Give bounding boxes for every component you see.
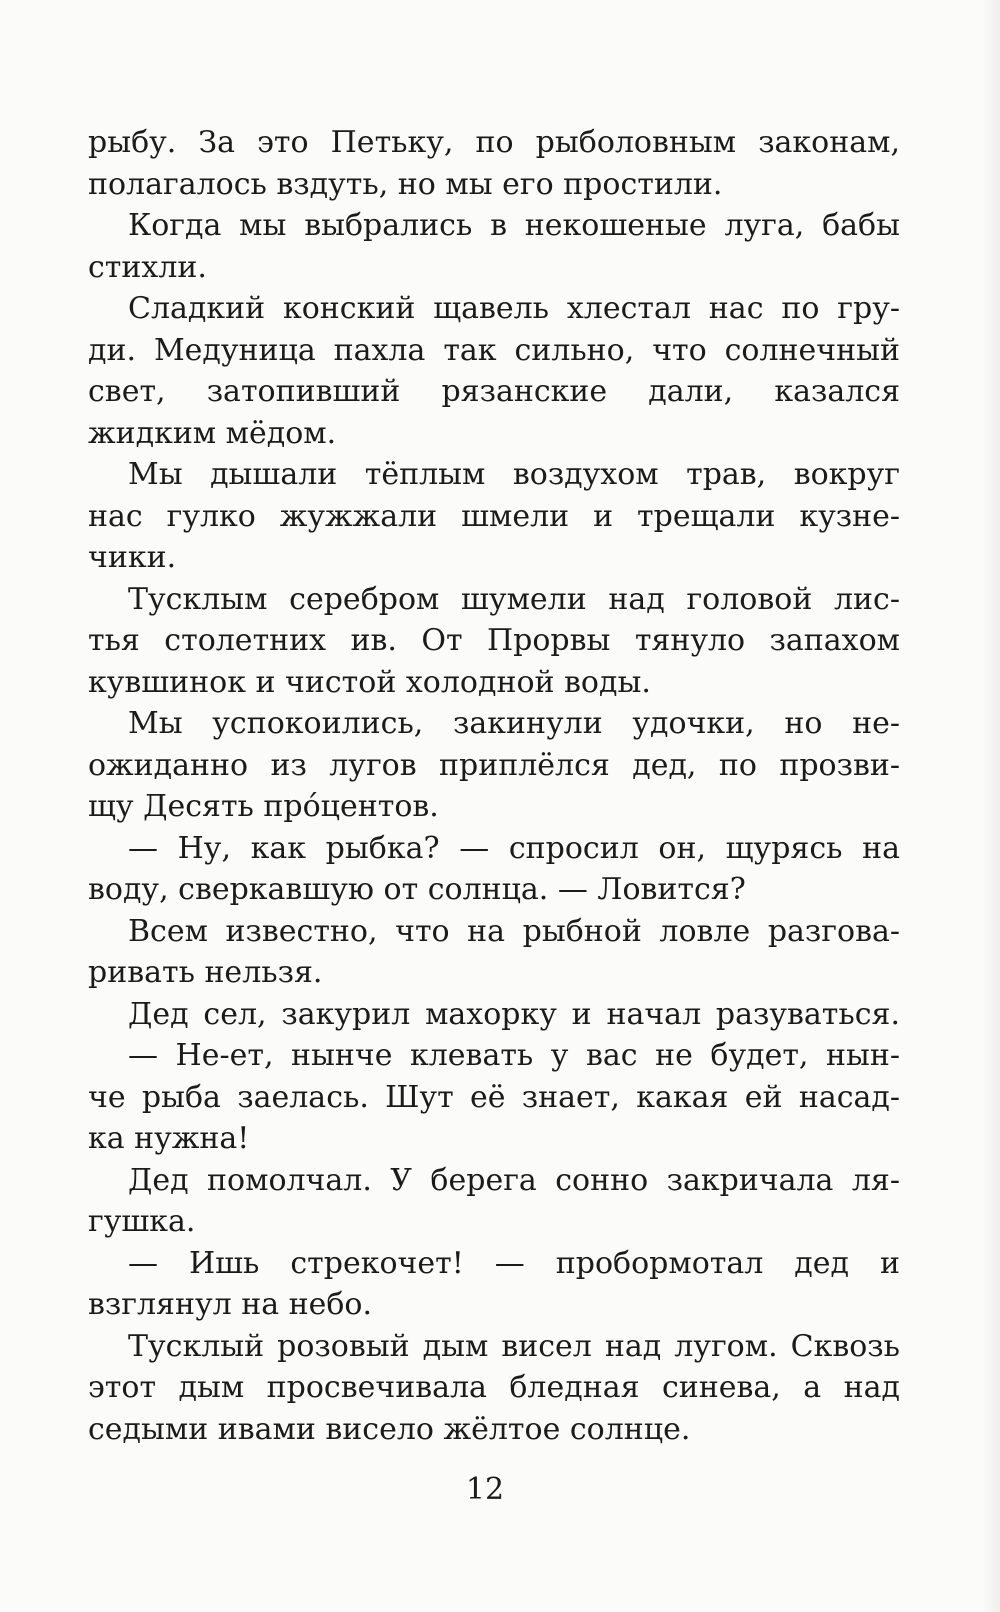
text-line: Всем известно, что на рыбной ловле разгова- xyxy=(128,913,900,949)
text-line: Тусклый розовый дым висел над лугом. Сквозь xyxy=(128,1328,900,1364)
text-line: тья столетних ив. От Прорвы тянуло запахом xyxy=(88,623,900,658)
text-line: рыбу. За это Петьку, по рыболовным законам, xyxy=(88,125,900,160)
text-line: ди. Медуница пахла так сильно, что солнечный xyxy=(88,332,900,368)
text-line: — Ишь стрекочет! — пробормотал дед и xyxy=(128,1245,900,1281)
page-edge-shadow xyxy=(982,0,1000,1612)
text-line: воду, сверкавшую от солнца. — Ловится? xyxy=(88,872,746,907)
text-line: ка нужна! xyxy=(88,1121,250,1156)
text-line: Мы успокоились, закинули удочки, но не- xyxy=(128,706,900,741)
text-line: этот дым просвечивала бледная синева, а над xyxy=(88,1370,900,1405)
text-line: чики. xyxy=(88,540,177,575)
text-line: — Ну, как рыбка? — спросил он, щурясь на xyxy=(128,830,900,866)
text-line: Дед помолчал. У берега сонно закричала ля- xyxy=(128,1162,900,1198)
text-line: взглянул на небо. xyxy=(88,1287,373,1322)
body-text xyxy=(88,122,900,1450)
text-line: Когда мы выбрались в некошеные луга, бабы xyxy=(128,208,900,243)
text-line: Мы дышали тёплым воздухом трав, вокруг xyxy=(128,457,900,492)
text-line: полагалось вздуть, но мы его простили. xyxy=(88,166,723,202)
text-line: свет, затопивший рязанские дали, казался xyxy=(88,374,900,409)
text-line: щу Десять про́центов. xyxy=(88,789,439,824)
text-line: че рыба заелась. Шут её знает, какая ей насад- xyxy=(88,1079,900,1115)
text-line: Сладкий конский щавель хлестал нас по гру- xyxy=(128,291,900,326)
text-line: ожиданно из лугов приплёлся дед, по прозви- xyxy=(88,747,900,783)
page-number: 12 xyxy=(465,1472,505,1507)
text-line: ривать нельзя. xyxy=(88,955,323,990)
text-line: седыми ивами висело жёлтое солнце. xyxy=(88,1411,691,1447)
text-line: нас гулко жужжали шмели и трещали кузне- xyxy=(88,498,900,534)
text-line: гушка. xyxy=(88,1204,196,1239)
text-line: жидким мёдом. xyxy=(88,415,337,451)
text-line: кувшинок и чистой холодной воды. xyxy=(88,664,651,700)
text-line: стихли. xyxy=(88,249,207,285)
text-line: Тусклым серебром шумели над головой лис- xyxy=(128,581,900,617)
text-line: — Не-ет, нынче клевать у вас не будет, нын- xyxy=(128,1038,900,1073)
text-line: Дед сел, закурил махорку и начал разуваться. xyxy=(128,996,900,1032)
